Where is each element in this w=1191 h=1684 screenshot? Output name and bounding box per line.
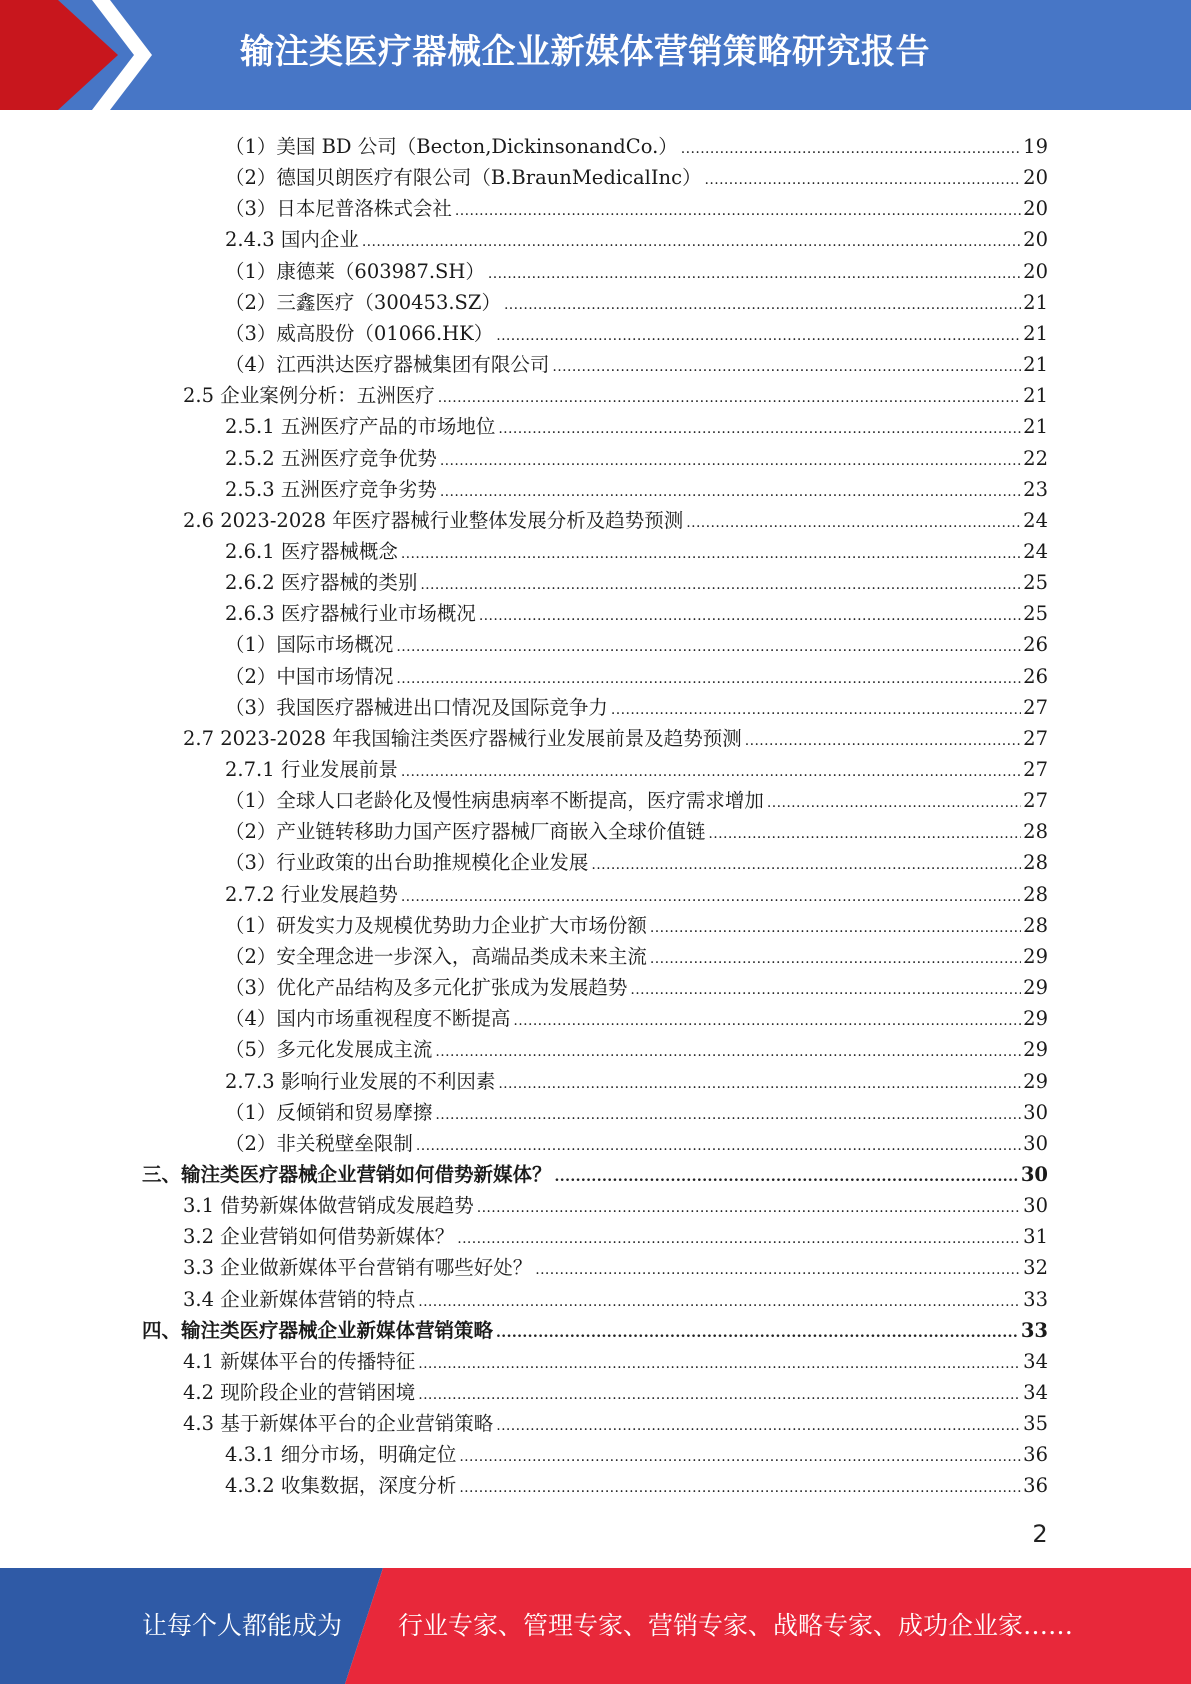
- toc-entry-title: （1）研发实力及规模优势助力企业扩大市场份额: [225, 913, 647, 937]
- toc-entry-title: 四、输注类医疗器械企业新媒体营销策略: [142, 1318, 494, 1342]
- toc-entry[interactable]: [183, 1249, 1048, 1280]
- toc-dot-leader: [440, 478, 1021, 502]
- toc-entry[interactable]: [225, 471, 1048, 502]
- toc-entry-title: （4）国内市场重视程度不断提高: [225, 1007, 511, 1031]
- toc-entry-title: （5）多元化发展成主流: [225, 1038, 433, 1062]
- toc-entry[interactable]: [225, 440, 1048, 471]
- toc-entry-page: 28: [1023, 851, 1048, 875]
- toc-entry-title: 2.7.3 影响行业发展的不利因素: [225, 1069, 496, 1093]
- toc-dot-leader: [420, 571, 1021, 595]
- toc-entry-title: （3）优化产品结构及多元化扩张成为发展趋势: [225, 976, 628, 1000]
- toc-entry[interactable]: [225, 128, 1048, 159]
- toc-dot-leader: [362, 228, 1021, 252]
- toc-entry-page: 19: [1023, 135, 1048, 158]
- toc-dot-leader: [745, 727, 1021, 751]
- toc-entry-title: 3.1 借势新媒体做营销成发展趋势: [183, 1194, 474, 1218]
- toc-entry-page: 23: [1023, 477, 1048, 501]
- toc-entry-title: （1）康德莱（603987.SH）: [225, 259, 485, 283]
- toc-entry-title: 2.6 2023-2028 年医疗器械行业整体发展分析及趋势预测: [183, 508, 684, 532]
- toc-entry[interactable]: [183, 1374, 1048, 1405]
- toc-entry[interactable]: [225, 969, 1048, 1000]
- toc-dot-leader: [416, 1132, 1021, 1156]
- toc-dot-leader: [440, 447, 1021, 471]
- toc-dot-leader: [650, 945, 1021, 969]
- toc-entry-page: 32: [1023, 1256, 1048, 1280]
- toc-dot-leader: [496, 1319, 1019, 1343]
- toc-entry-title: （1）全球人口老龄化及慢性病患病率不断提高，医疗需求增加: [225, 789, 764, 813]
- toc-entry[interactable]: [225, 1125, 1048, 1156]
- toc-entry[interactable]: [225, 190, 1048, 221]
- toc-dot-leader: [455, 197, 1021, 221]
- toc-entry-title: 2.5.3 五洲医疗竞争劣势: [225, 477, 437, 501]
- toc-entry-title: （2）三鑫医疗（300453.SZ）: [225, 290, 501, 314]
- toc-entry[interactable]: [225, 938, 1048, 969]
- toc-entry-page: 24: [1023, 539, 1048, 563]
- toc-entry-page: 21: [1023, 415, 1048, 439]
- toc-entry-page: 34: [1023, 1349, 1048, 1373]
- toc-dot-leader: [504, 291, 1021, 315]
- toc-entry[interactable]: [225, 1031, 1048, 1062]
- toc-entry[interactable]: [225, 253, 1048, 284]
- toc-entry-title: 2.6.2 医疗器械的类别: [225, 571, 418, 595]
- toc-dot-leader: [488, 260, 1021, 284]
- toc-dot-leader: [459, 1474, 1021, 1498]
- toc-entry[interactable]: [225, 595, 1048, 626]
- toc-dot-leader: [457, 1225, 1021, 1249]
- toc-entry[interactable]: [225, 1000, 1048, 1031]
- toc-entry-title: 4.3.1 细分市场，明确定位: [225, 1443, 457, 1467]
- toc-entry-page: 28: [1023, 820, 1048, 844]
- toc-entry-page: 30: [1020, 1162, 1048, 1186]
- toc-dot-leader: [435, 1038, 1021, 1062]
- toc-entry-title: 3.2 企业营销如何借势新媒体？: [183, 1225, 455, 1249]
- toc-entry-page: 31: [1023, 1225, 1048, 1249]
- toc-dot-leader: [498, 1070, 1021, 1094]
- toc-entry-page: 27: [1023, 789, 1048, 813]
- footer-slogan-left: 让每个人都能成为: [142, 1611, 343, 1640]
- toc-dot-leader: [418, 1350, 1021, 1374]
- toc-entry-page: 21: [1023, 321, 1048, 345]
- toc-dot-leader: [418, 1381, 1021, 1405]
- toc-dot-leader: [708, 820, 1021, 844]
- toc-entry-page: 22: [1023, 446, 1048, 470]
- toc-entry-page: 29: [1023, 976, 1048, 1000]
- toc-entry[interactable]: [225, 221, 1048, 252]
- toc-dot-leader: [496, 1412, 1021, 1436]
- toc-entry-page: 29: [1023, 1038, 1048, 1062]
- toc-entry-page: 30: [1023, 1194, 1048, 1218]
- toc-dot-leader: [401, 758, 1021, 782]
- toc-entry-title: 4.2 现阶段企业的营销困境: [183, 1381, 416, 1404]
- toc-entry-page: 21: [1023, 290, 1048, 314]
- toc-entry-page: 27: [1023, 726, 1048, 750]
- toc-entry-title: 4.3.2 收集数据，深度分析: [225, 1474, 457, 1498]
- toc-entry-page: 30: [1023, 1100, 1048, 1124]
- toc-entry-title: 2.6.1 医疗器械概念: [225, 539, 398, 563]
- toc-entry[interactable]: [183, 1281, 1048, 1312]
- toc-dot-leader: [438, 384, 1021, 408]
- toc-entry-title: 2.5.2 五洲医疗竞争优势: [225, 446, 437, 470]
- toc-entry[interactable]: [183, 1218, 1048, 1249]
- toc-entry[interactable]: [142, 1156, 1048, 1187]
- toc-entry-page: 25: [1023, 602, 1048, 626]
- toc-entry[interactable]: [225, 408, 1048, 439]
- toc-dot-leader: [705, 166, 1022, 190]
- toc-dot-leader: [555, 1163, 1019, 1187]
- toc-entry[interactable]: [225, 626, 1048, 657]
- toc-entry-title: 2.4.3 国内企业: [225, 228, 359, 252]
- toc-entry[interactable]: [225, 284, 1048, 315]
- toc-entry-title: （2）德国贝朗医疗有限公司（B.BraunMedicalInc）: [225, 166, 702, 190]
- report-title: 输注类医疗器械企业新媒体营销策略研究报告: [240, 32, 930, 72]
- toc-entry[interactable]: [183, 377, 1048, 408]
- toc-entry[interactable]: [225, 689, 1048, 720]
- toc-entry[interactable]: [225, 782, 1048, 813]
- toc-dot-leader: [418, 1288, 1021, 1312]
- toc-entry-title: （4）江西洪达医疗器械集团有限公司: [225, 353, 550, 377]
- toc-entry-title: （3）威高股份（01066.HK）: [225, 321, 494, 345]
- toc-entry-page: 21: [1023, 384, 1048, 408]
- toc-entry[interactable]: [183, 1343, 1048, 1374]
- toc-entry[interactable]: [225, 564, 1048, 595]
- toc-entry[interactable]: [225, 1094, 1048, 1125]
- toc-entry-page: 20: [1023, 197, 1048, 221]
- toc-dot-leader: [535, 1256, 1021, 1280]
- toc-entry-title: 3.4 企业新媒体营销的特点: [183, 1287, 416, 1311]
- footer-slogan-right: 行业专家、管理专家、营销专家、战略专家、成功企业家……: [398, 1611, 1074, 1640]
- toc-entry-title: 2.5.1 五洲医疗产品的市场地位: [225, 415, 496, 439]
- toc-entry-page: 30: [1023, 1131, 1048, 1155]
- toc-entry[interactable]: [225, 907, 1048, 938]
- toc-entry-page: 27: [1023, 758, 1048, 781]
- toc-entry-title: （1）国际市场概况: [225, 633, 394, 657]
- toc-entry-page: 29: [1023, 1069, 1048, 1093]
- toc-entry[interactable]: [183, 1405, 1048, 1436]
- toc-dot-leader: [552, 353, 1021, 377]
- toc-entry[interactable]: [183, 720, 1048, 751]
- toc-entry-title: 4.1 新媒体平台的传播特征: [183, 1349, 416, 1373]
- toc-entry[interactable]: [183, 502, 1048, 533]
- toc-entry[interactable]: [225, 813, 1048, 844]
- toc-dot-leader: [498, 415, 1021, 439]
- toc-entry-title: 2.7 2023-2028 年我国输注类医疗器械行业发展前景及趋势预测: [183, 726, 742, 750]
- toc-dot-leader: [477, 1194, 1021, 1218]
- toc-entry-page: 24: [1023, 508, 1048, 532]
- toc-entry[interactable]: [225, 844, 1048, 875]
- toc-entry-title: （2）中国市场情况: [225, 664, 394, 688]
- toc-entry-title: （3）行业政策的出台助推规模化企业发展: [225, 851, 589, 875]
- toc-entry-title: （1）美国 BD 公司（Becton,DickinsonandCo.）: [225, 135, 678, 158]
- toc-dot-leader: [630, 976, 1021, 1000]
- toc-entry[interactable]: [225, 159, 1048, 190]
- toc-entry-page: 36: [1023, 1474, 1048, 1498]
- toc-entry-title: 三、输注类医疗器械企业营销如何借势新媒体？: [142, 1162, 552, 1186]
- toc-entry[interactable]: [225, 876, 1048, 907]
- toc-dot-leader: [513, 1007, 1021, 1031]
- toc-dot-leader: [435, 1101, 1021, 1125]
- toc-dot-leader: [767, 789, 1021, 813]
- toc-entry[interactable]: [225, 346, 1048, 377]
- toc-entry-page: 36: [1023, 1443, 1048, 1467]
- toc-entry[interactable]: [225, 315, 1048, 346]
- toc-dot-leader: [591, 851, 1021, 875]
- toc-entry-title: 3.3 企业做新媒体平台营销有哪些好处？: [183, 1256, 533, 1280]
- toc-dot-leader: [611, 696, 1021, 720]
- toc-entry-page: 25: [1023, 571, 1048, 595]
- toc-entry-title: （2）安全理念进一步深入，高端品类成未来主流: [225, 944, 647, 968]
- toc-dot-leader: [396, 633, 1021, 657]
- toc-entry-title: （3）日本尼普洛株式会社: [225, 197, 452, 221]
- toc-entry-page: 21: [1023, 353, 1048, 377]
- toc-entry-page: 28: [1023, 882, 1048, 906]
- toc-entry[interactable]: [225, 1467, 1048, 1498]
- toc-entry-page: 20: [1023, 259, 1048, 283]
- toc-entry-title: 2.5 企业案例分析：五洲医疗: [183, 384, 435, 408]
- toc-entry-title: （2）产业链转移助力国产医疗器械厂商嵌入全球价值链: [225, 820, 706, 844]
- toc-entry[interactable]: [225, 751, 1048, 782]
- toc-entry-page: 34: [1023, 1381, 1048, 1404]
- toc-entry[interactable]: [225, 533, 1048, 564]
- toc-entry-title: 2.7.1 行业发展前景: [225, 758, 398, 781]
- toc-entry-page: 20: [1023, 166, 1048, 190]
- header-chevron-graphic: [0, 0, 160, 110]
- toc-entry-page: 29: [1023, 944, 1048, 968]
- toc-entry-page: 33: [1020, 1318, 1048, 1342]
- toc-entry[interactable]: [142, 1312, 1048, 1343]
- toc-entry-title: 2.7.2 行业发展趋势: [225, 882, 398, 906]
- toc-dot-leader: [401, 540, 1021, 564]
- page-header: [0, 0, 1191, 110]
- toc-dot-leader: [396, 665, 1021, 689]
- toc-entry-page: 35: [1023, 1412, 1048, 1436]
- toc-dot-leader: [686, 509, 1021, 533]
- toc-entry[interactable]: [225, 658, 1048, 689]
- toc-dot-leader: [681, 135, 1021, 159]
- toc-entry-page: 29: [1023, 1007, 1048, 1031]
- page-footer: [0, 1568, 1191, 1684]
- toc-entry-page: 20: [1023, 228, 1048, 252]
- toc-dot-leader: [479, 602, 1021, 626]
- toc-entry[interactable]: [225, 1063, 1048, 1094]
- toc-entry-page: 26: [1023, 633, 1048, 657]
- toc-entry-title: （1）反倾销和贸易摩擦: [225, 1100, 433, 1124]
- toc-dot-leader: [459, 1443, 1021, 1467]
- toc-dot-leader: [650, 914, 1021, 938]
- toc-entry-page: 27: [1023, 695, 1048, 719]
- toc-entry-page: 33: [1023, 1287, 1048, 1311]
- toc-entry-page: 26: [1023, 664, 1048, 688]
- toc-dot-leader: [401, 883, 1021, 907]
- toc-entry[interactable]: [183, 1187, 1048, 1218]
- toc-entry-title: （2）非关税壁垒限制: [225, 1131, 413, 1155]
- toc-entry-title: 2.6.3 医疗器械行业市场概况: [225, 602, 476, 626]
- toc-entry-page: 28: [1023, 913, 1048, 937]
- toc-dot-leader: [496, 322, 1021, 346]
- toc-entry[interactable]: [225, 1436, 1048, 1467]
- toc-entry-title: 4.3 基于新媒体平台的企业营销策略: [183, 1412, 494, 1436]
- toc-entry-title: （3）我国医疗器械进出口情况及国际竞争力: [225, 695, 608, 719]
- page-number: 2: [1032, 1520, 1048, 1548]
